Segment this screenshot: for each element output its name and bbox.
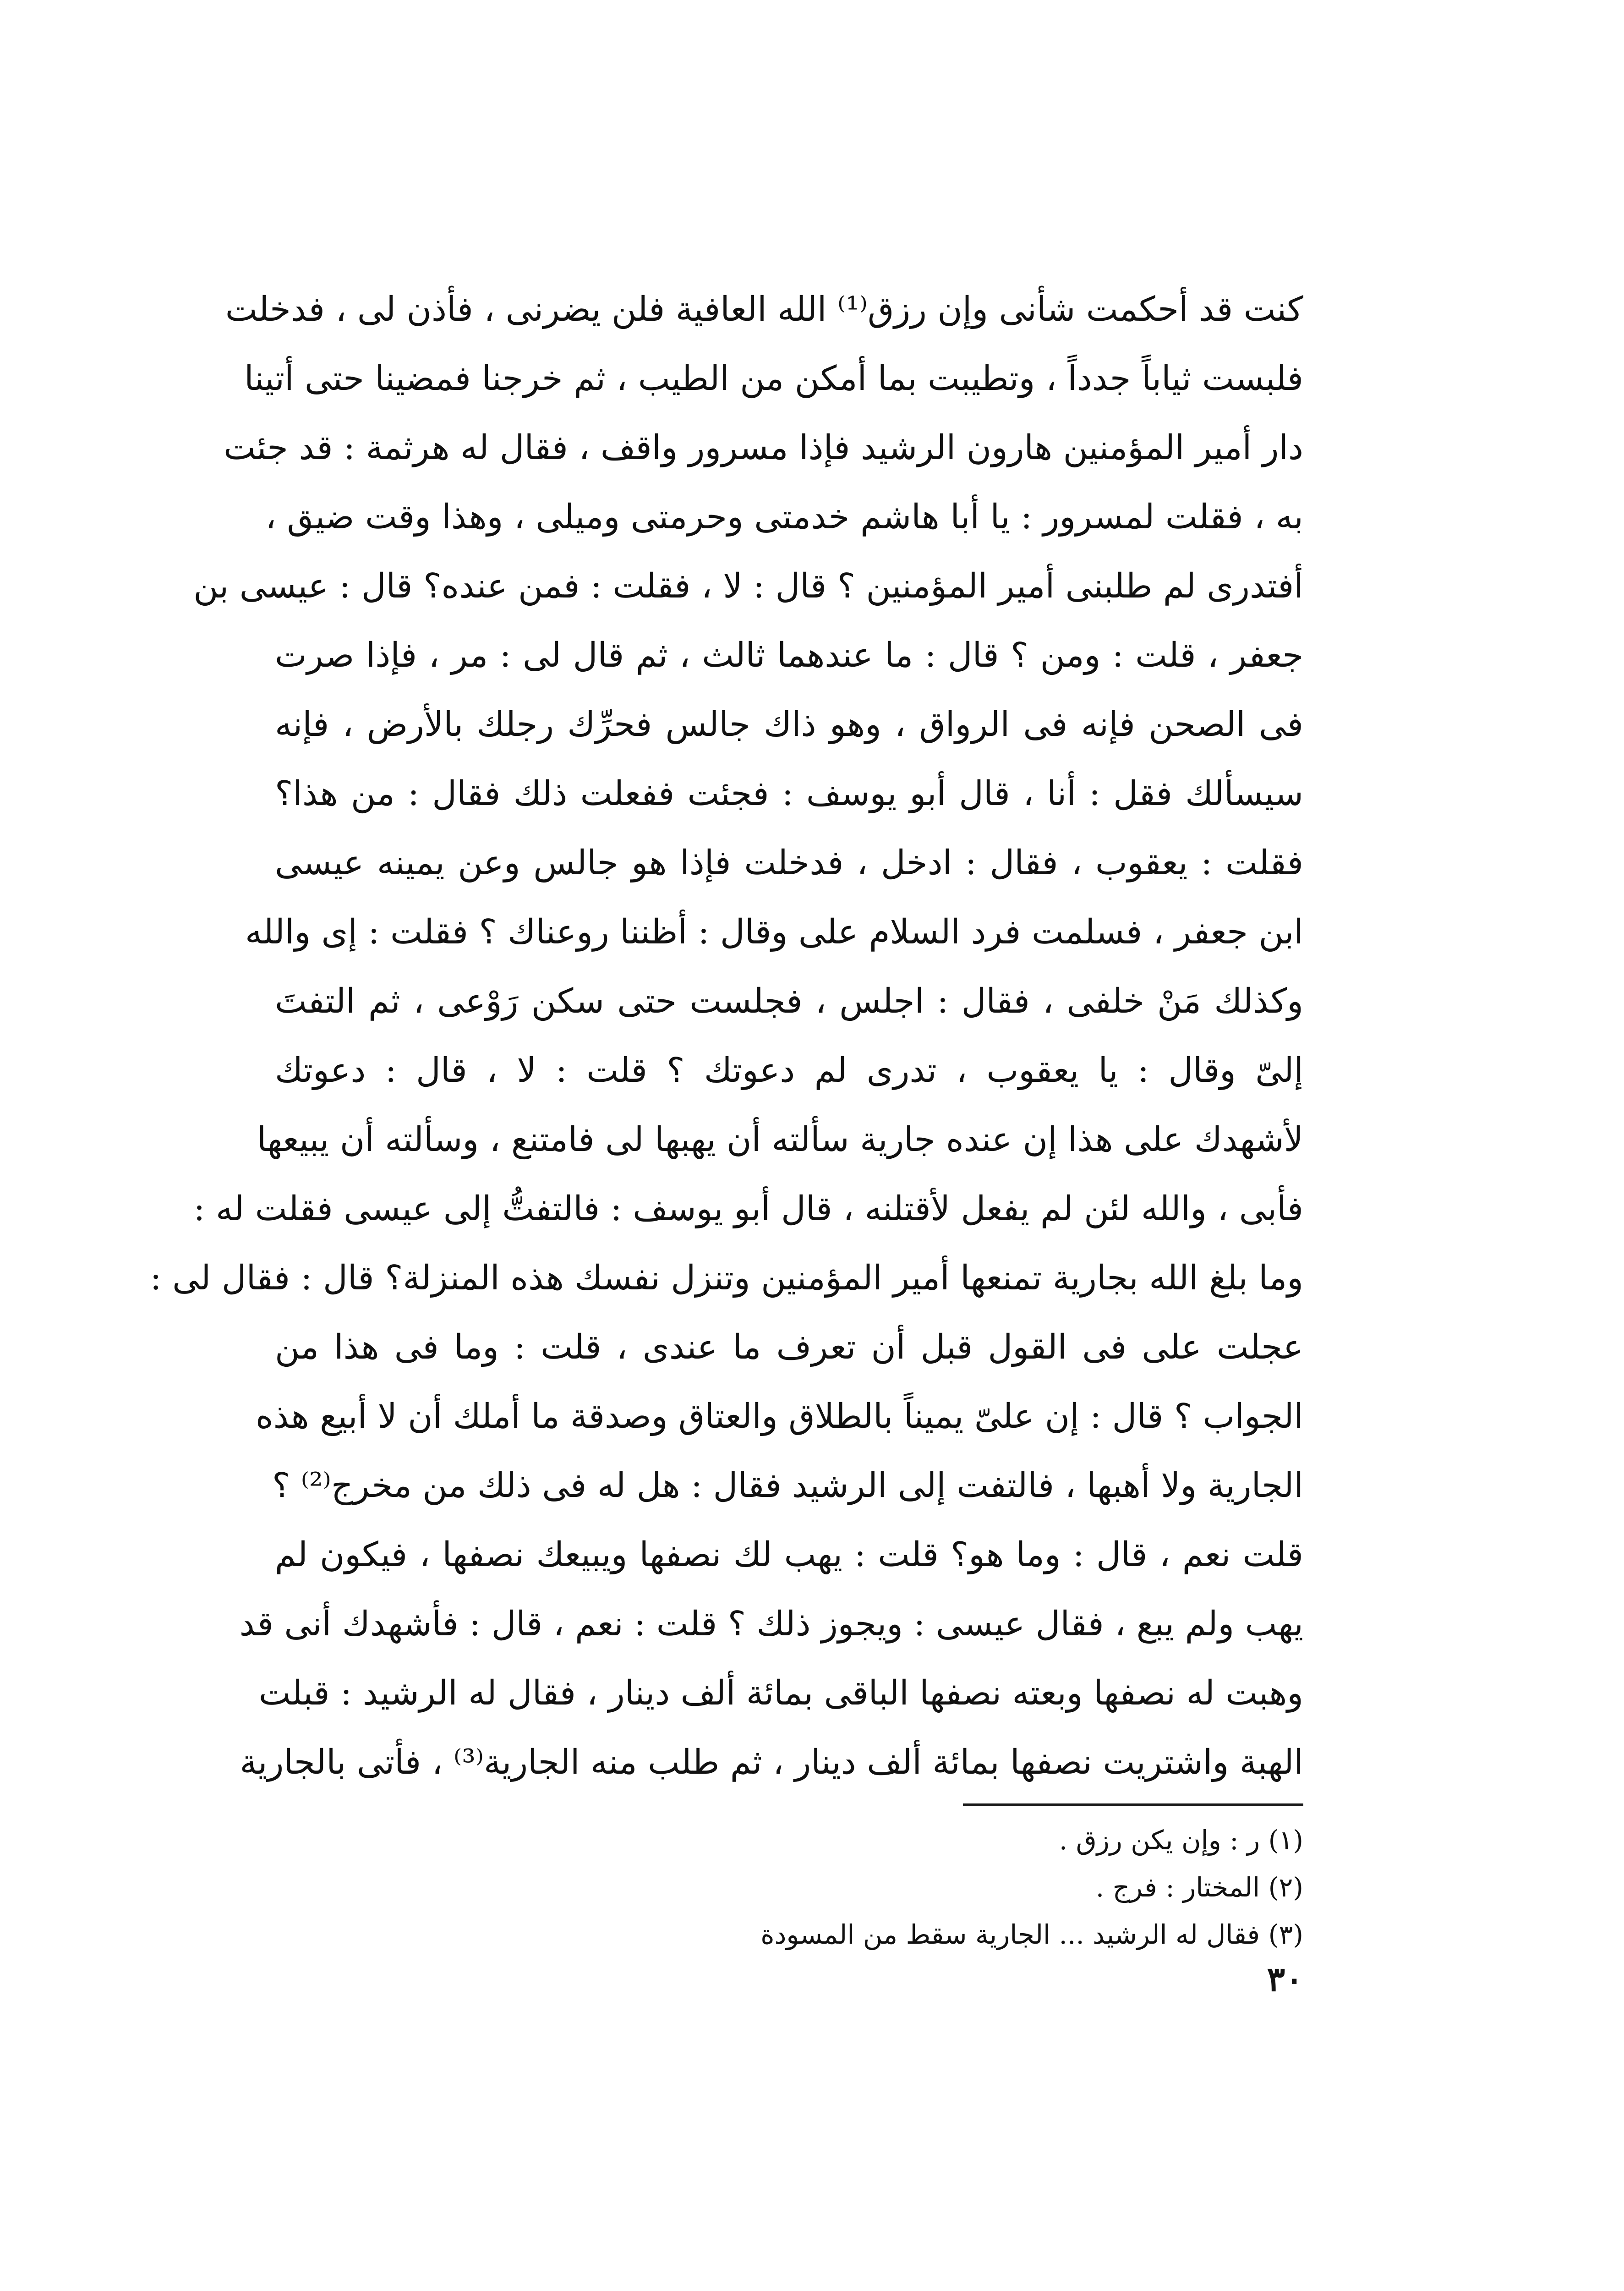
footnote: (١) ر : وإن يكن رزق . xyxy=(1059,1825,1303,1856)
text-line: فقلت : يعقوب ، فقال : ادخل ، فدخلت فإذا هو جالس وعن يمينه عيسى xyxy=(275,843,1303,882)
text-line: أفتدرى لم طلبنى أمير المؤمنين ؟ قال : لا ، فقلت : فمن عنده؟ قال : عيسى بن xyxy=(193,566,1303,606)
text-line: ابن جعفر ، فسلمت فرد السلام على وقال : أظننا روعناك ؟ فقلت : إى والله xyxy=(245,912,1303,952)
text-line: إلىّ وقال : يا يعقوب ، تدرى لم دعوتك ؟ قلت : لا ، قال : دعوتك xyxy=(275,1051,1303,1090)
text-line: عجلت على فى القول قبل أن تعرف ما عندى ، قلت : وما فى هذا من xyxy=(275,1327,1303,1367)
footnote: (٢) المختار : فرج . xyxy=(1095,1872,1303,1903)
text-line: سيسألك فقل : أنا ، قال أبو يوسف : فجئت ففعلت ذلك فقال : من هذا؟ xyxy=(275,774,1303,813)
text-line: وهبت له نصفها وبعته نصفها الباقى بمائة ألف دينار ، فقال له الرشيد : قبلت xyxy=(258,1673,1303,1713)
text-line: فى الصحن فإنه فى الرواق ، وهو ذاك جالس فحرِّك رجلك بالأرض ، فإنه xyxy=(275,705,1303,744)
text-line: به ، فقلت لمسرور : يا أبا هاشم خدمتى وحرمتى وميلى ، وهذا وقت ضيق ، xyxy=(265,497,1303,537)
footnotes xyxy=(458,1817,1303,1958)
main-text xyxy=(150,275,1303,1797)
text-line: فأبى ، والله لئن لم يفعل لأقتلنه ، قال أبو يوسف : فالتفتُّ إلى عيسى فقلت له : xyxy=(193,1189,1303,1228)
text-line: قلت نعم ، قال : وما هو؟ قلت : يهب لك نصفها ويبيعك نصفها ، فيكون لم xyxy=(275,1535,1303,1574)
text-line: الجواب ؟ قال : إن علىّ يميناً بالطلاق والعتاق وصدقة ما أملك أن لا أبيع هذه xyxy=(256,1397,1303,1436)
footnote: (٣) فقال له الرشيد ... الجارية سقط من المسودة xyxy=(760,1919,1303,1950)
text-line: الهبة واشتريت نصفها بمائة ألف دينار ، ثم طلب منه الجارية⁽³⁾ ، فأتى بالجارية xyxy=(240,1743,1303,1782)
text-line: دار أمير المؤمنين هارون الرشيد فإذا مسرور واقف ، فقال له هرثمة : قد جئت xyxy=(224,428,1303,467)
text-line: الجارية ولا أهبها ، فالتفت إلى الرشيد فقال : هل له فى ذلك من مخرج⁽²⁾ ؟ xyxy=(272,1466,1303,1505)
text-line: فلبست ثياباً جدداً ، وتطيبت بما أمكن من الطيب ، ثم خرجنا فمضينا حتى أتينا xyxy=(244,359,1303,398)
page-number: ٣٠ xyxy=(1267,1960,1303,1999)
text-line: كنت قد أحكمت شأنى وإن رزق⁽¹⁾ الله العافية فلن يضرنى ، فأذن لى ، فدخلت xyxy=(225,290,1303,329)
text-line: وكذلك مَنْ خلفى ، فقال : اجلس ، فجلست حتى سكن رَوْعى ، ثم التفتَ xyxy=(275,981,1303,1021)
text-line: لأشهدك على هذا إن عنده جارية سألته أن يهبها لى فامتنع ، وسألته أن يبيعها xyxy=(257,1120,1303,1159)
text-line: جعفر ، قلت : ومن ؟ قال : ما عندهما ثالث ، ثم قال لى : مر ، فإذا صرت xyxy=(275,636,1303,675)
text-line: يهب ولم يبع ، فقال عيسى : ويجوز ذلك ؟ قلت : نعم ، قال : فأشهدك أنى قد xyxy=(239,1604,1303,1644)
text-line: وما بلغ الله بجارية تمنعها أمير المؤمنين وتنزل نفسك هذه المنزلة؟ قال : فقال لى : xyxy=(150,1258,1303,1298)
footnote-separator xyxy=(963,1803,1303,1806)
